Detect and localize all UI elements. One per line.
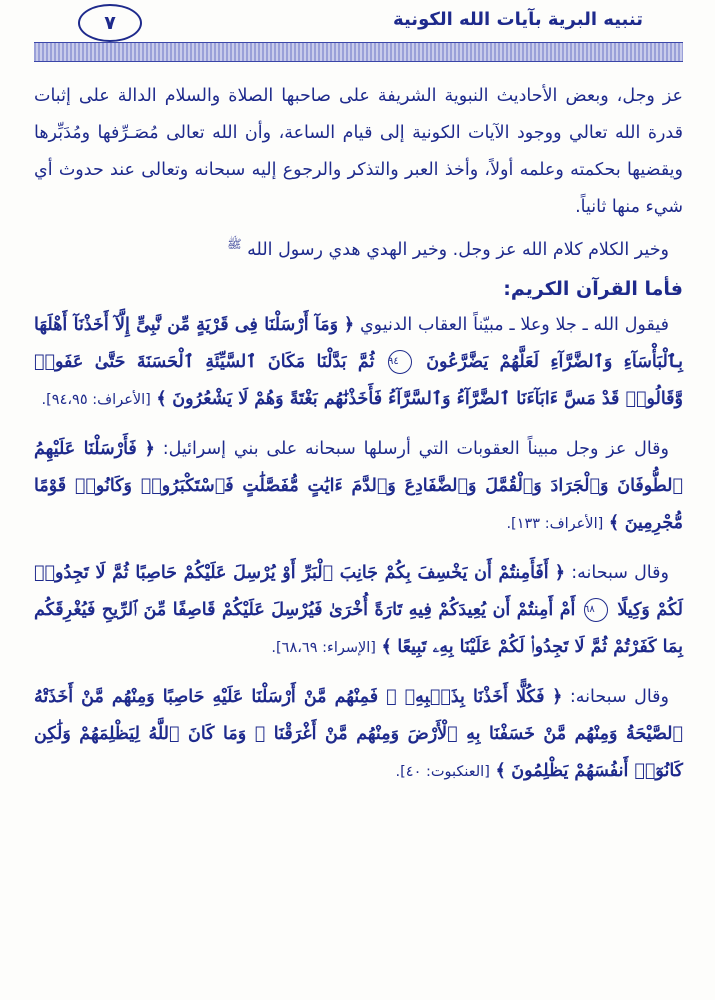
intro-line: وأن الله تعالى مُصَـرِّفها ومُدَبِّرها ويقضيها بحكمته وعلمه أولاً، وأخذ (34, 123, 683, 180)
quran-close-bracket: ﴾ (495, 760, 506, 781)
spacer (34, 419, 683, 431)
quran-close-bracket: ﴾ (381, 636, 392, 657)
quran-open-bracket: ﴿ (144, 438, 155, 459)
quran-verse: أَمْ أَمِنتُمْ أَن يُعِيدَكُمْ فِيهِ تَارَةً أُخْرَىٰ فَيُرْسِلَ عَلَيْكُمْ قَاصِفًا مِّنَ ٱلرِّيحِ فَيُغْرِقَكُم بِمَا كَفَرْتُمْ ثُمَّ لَا تَجِدُوا۟ لَكُمْ عَلَيْنَا بِهِۦ تَبِيعًا (34, 599, 683, 657)
block-lead: وقال سبحانه: (569, 686, 669, 707)
quran-block-2 (34, 431, 683, 543)
closing-text: وخير الكلام كلام الله عز وجل. وخير الهدي هدي رسول الله (247, 239, 669, 260)
header-rule (34, 42, 683, 62)
quran-verse: وَمَآ أَرْسَلْنَا فِى قَرْيَةٍ مِّن نَّبِىٍّ إِلَّآ أَخَذْنَآ أَهْلَهَا بِٱلْبَأْسَآءِ وَٱلضَّرَّآءِ لَعَلَّهُمْ يَضَّرَّعُونَ (34, 314, 683, 372)
spacer (34, 543, 683, 555)
intro-paragraph (34, 78, 683, 226)
quran-block-4 (34, 679, 683, 791)
intro-line: عز وجل، وبعض الأحاديث النبوية الشريفة على صاحبها الصلاة والسلام (164, 86, 683, 106)
quran-open-bracket: ﴿ (343, 314, 355, 335)
quran-open-bracket: ﴿ (554, 562, 566, 583)
quran-verse: فَكُلًّا أَخَذْنَا بِذَنۢبِهِۦ ۖ فَمِنْهُم مَّنْ أَرْسَلْنَا عَلَيْهِ حَاصِبًا وَمِنْهُم مَّنْ أَخَذَتْهُ ٱلصَّيْحَةُ وَمِنْهُم مَّنْ خَسَفْنَا بِهِ ٱلْأَرْضَ وَمِنْهُم مَّنْ أَغْرَقْنَا ۚ وَمَا كَانَ ٱللَّهُ لِيَظْلِمَهُمْ وَلَٰكِن كَانُوٓا۟ أَنفُسَهُمْ يَظْلِمُونَ (34, 686, 683, 781)
quran-block-1 (34, 307, 683, 419)
salawat-glyph: ﷺ (227, 237, 242, 251)
quran-reference: [الأعراف: ١٣٣]. (506, 515, 604, 532)
quran-open-bracket: ﴿ (552, 686, 563, 707)
quran-close-bracket: ﴾ (156, 388, 167, 409)
intro-line: العبر والتذكر والرجوع إليه سبحانه وتعالى عند حدوث أي شيء منها ثانياً. (34, 160, 683, 217)
quran-verse: فَأَرْسَلْنَا عَلَيْهِمُ ٱلطُّوفَانَ وَٱلْجَرَادَ وَٱلْقُمَّلَ وَٱلضَّفَادِعَ وَٱلدَّمَ ءَايَٰتٍ مُّفَصَّلَٰتٍ فَٱسْتَكْبَرُوا۟ وَكَانُوا۟ قَوْمًا مُّجْرِمِينَ (34, 438, 683, 533)
closing-paragraph (34, 226, 683, 269)
quran-verse: أَفَأَمِنتُمْ أَن يَخْسِفَ بِكُمْ جَانِبَ ٱلْبَرِّ أَوْ يُرْسِلَ عَلَيْكُمْ حَاصِبًا ثُمَّ لَا تَجِدُوا۟ لَكُمْ وَكِيلًا (34, 562, 683, 620)
block-lead: فيقول الله ـ جلا وعلا ـ مبيّناً العقاب الدنيوي (359, 314, 669, 335)
ayah-number-marker: ٦٨ (584, 598, 608, 622)
quran-reference: [الإسراء: ٦٨،٦٩]. (271, 639, 376, 656)
section-heading: فأما القرآن الكريم: (503, 277, 683, 300)
spacer (34, 667, 683, 679)
quran-block-3 (34, 555, 683, 667)
page-header (34, 0, 683, 52)
ayah-number-marker: ٩٤ (388, 350, 412, 374)
page-content (34, 52, 683, 791)
quran-reference: [الأعراف: ٩٤،٩٥]. (41, 391, 151, 408)
quran-verse: ثُمَّ بَدَّلْنَا مَكَانَ ٱلسَّيِّئَةِ ٱلْحَسَنَةَ حَتَّىٰ عَفَوا۟ وَّقَالُوا۟ قَدْ مَسَّ ءَابَآءَنَا ٱلضَّرَّآءُ وَٱلسَّرَّآءُ فَأَخَذْنَٰهُم بَغْتَةً وَهُمْ لَا يَشْعُرُونَ (34, 351, 683, 409)
page-number: ٧ (78, 4, 142, 42)
quran-reference: [العنكبوت: ٤٠]. (395, 763, 490, 780)
block-lead: وقال سبحانه: (571, 562, 669, 583)
quran-close-bracket: ﴾ (608, 512, 620, 533)
book-title: تنبيه البرية بآيات الله الكونية (393, 9, 643, 30)
block-lead: وقال عز وجل مبيناً العقوبات التي أرسلها سبحانه على بني إسرائيل: (162, 438, 669, 459)
intro-line: الدالة على إثبات قدرة الله تعالي ووجود الآيات الكونية إلى قيام الساعة، (34, 86, 683, 143)
